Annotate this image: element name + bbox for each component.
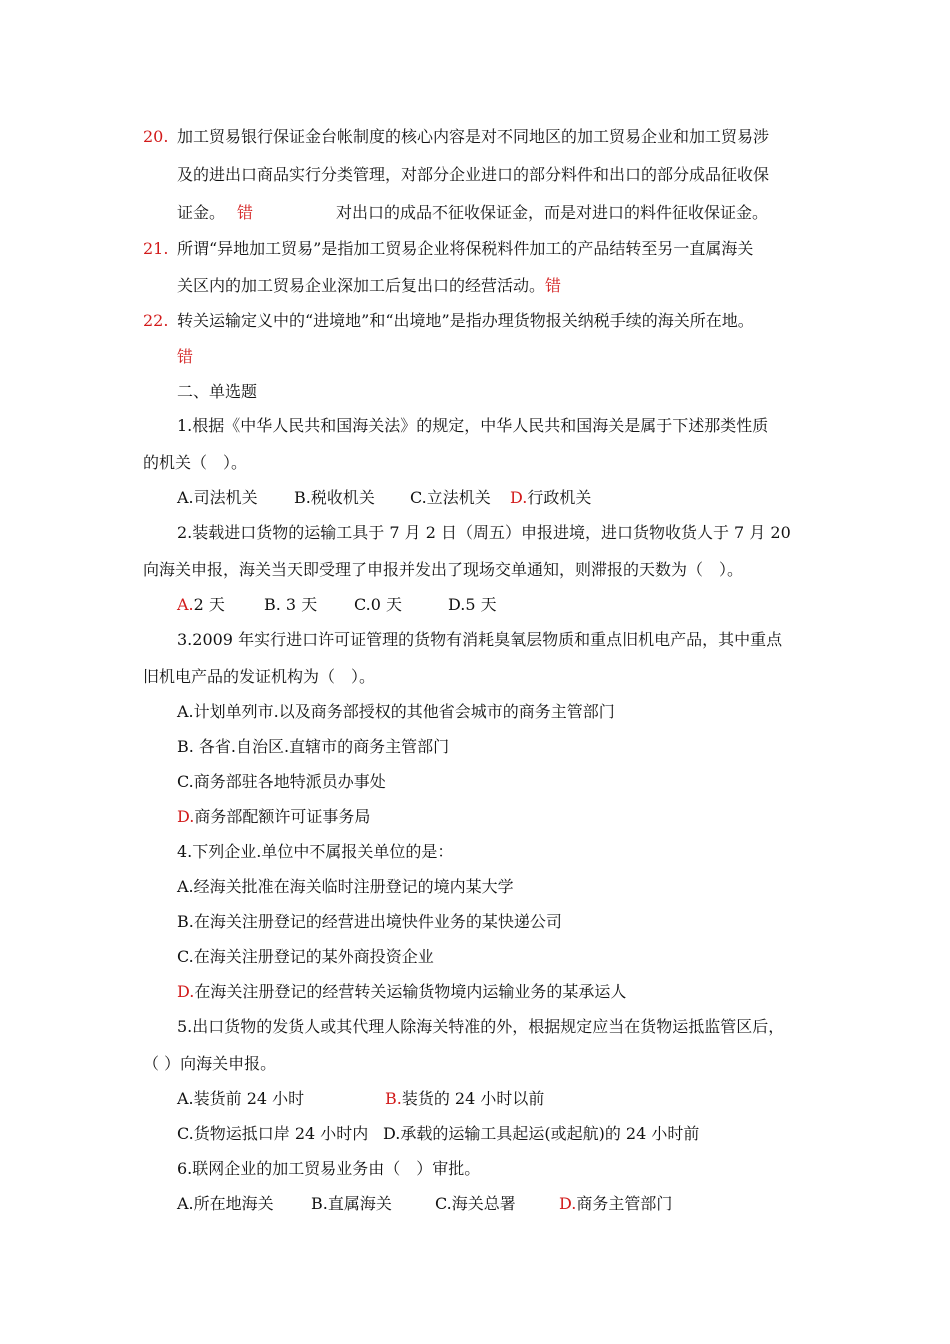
item-text-line: 加工贸易银行保证金台帐制度的核心内容是对不同地区的加工贸易企业和加工贸易涉 [177, 127, 770, 146]
item-text-line: 证金。 [177, 203, 226, 222]
option-d: D.承载的运输工具起运(或起航)的 24 小时前 [383, 1124, 700, 1143]
question-stem: 旧机电产品的发证机构为（ ）。 [143, 667, 376, 686]
option-text: 行政机关 [527, 488, 592, 507]
item-text-line: 所谓“异地加工贸易”是指加工贸易企业将保税料件加工的产品结转至另一直属海关 [177, 239, 754, 258]
option-a: A.计划单列市.以及商务部授权的其他省会城市的商务主管部门 [177, 702, 615, 721]
option-a [177, 595, 225, 615]
option-text: 装货的 24 小时以前 [401, 1089, 545, 1108]
item-number: 22. [143, 311, 169, 330]
option-c: C.0 天 [354, 595, 403, 614]
item-number: 20. [143, 127, 169, 146]
answer-mark: 错 [177, 347, 194, 366]
correct-letter: A. [177, 595, 194, 614]
option-b: B.在海关注册登记的经营进出境快件业务的某快递公司 [177, 912, 562, 931]
item-text-line: 及的进出口商品实行分类管理，对部分企业进口的部分料件和出口的部分成品征收保 [177, 165, 770, 184]
correct-letter: D. [177, 982, 195, 1001]
question-stem: 1.根据《中华人民共和国海关法》的规定，中华人民共和国海关是属于下述那类性质 [177, 416, 769, 435]
option-text: 2 天 [193, 595, 225, 614]
option-a: A.司法机关 [177, 488, 258, 507]
option-c: C.海关总署 [435, 1194, 516, 1213]
option-b [385, 1089, 544, 1109]
option-d [177, 807, 370, 827]
option-a: A.装货前 24 小时 [177, 1089, 305, 1108]
option-text: 商务主管部门 [576, 1194, 673, 1213]
option-c: C.商务部驻各地特派员办事处 [177, 772, 386, 791]
question-stem: 6.联网企业的加工贸易业务由（ ）审批。 [177, 1159, 481, 1178]
question-stem: 3.2009 年实行进口许可证管理的货物有消耗臭氧层物质和重点旧机电产品，其中重点 [177, 630, 783, 649]
item-text-line [177, 276, 561, 296]
option-a: A.所在地海关 [177, 1194, 274, 1213]
option-c: C.在海关注册登记的某外商投资企业 [177, 947, 434, 966]
correct-letter: D. [177, 807, 195, 826]
option-c: C.货物运抵口岸 24 小时内 [177, 1124, 369, 1143]
option-d [510, 488, 591, 508]
question-stem: 向海关申报，海关当天即受理了申报并发出了现场交单通知，则滞报的天数为（ ）。 [143, 560, 744, 579]
correct-letter: B. [385, 1089, 402, 1108]
question-stem: 5.出口货物的发货人或其代理人除海关特准的外，根据规定应当在货物运抵监管区后， [177, 1017, 785, 1036]
item-text-line: 转关运输定义中的“进境地”和“出境地”是指办理货物报关纳税手续的海关所在地。 [177, 311, 754, 330]
question-stem: （ ）向海关申报。 [143, 1054, 277, 1073]
option-text: 商务部配额许可证事务局 [194, 807, 371, 826]
answer-mark: 错 [237, 203, 254, 222]
option-c: C.立法机关 [410, 488, 491, 507]
option-b: B. 各省.自治区.直辖市的商务主管部门 [177, 737, 450, 756]
question-stem: 2.装载进口货物的运输工具于 7 月 2 日（周五）申报进境，进口货物收货人于 7 月 20 [177, 523, 791, 542]
option-d [177, 982, 626, 1002]
answer-note: 对出口的成品不征收保证金，而是对进口的料件征收保证金。 [336, 203, 769, 222]
option-text: 在海关注册登记的经营转关运输货物境内运输业务的某承运人 [194, 982, 627, 1001]
option-d: D.5 天 [448, 595, 497, 614]
correct-letter: D. [510, 488, 528, 507]
item-number: 21. [143, 239, 169, 258]
question-stem: 4.下列企业.单位中不属报关单位的是： [177, 842, 454, 861]
option-b: B.直属海关 [311, 1194, 392, 1213]
answer-mark: 错 [545, 276, 562, 295]
option-a: A.经海关批准在海关临时注册登记的境内某大学 [177, 877, 514, 896]
option-b: B. 3 天 [264, 595, 318, 614]
option-b: B.税收机关 [294, 488, 375, 507]
item-text: 关区内的加工贸易企业深加工后复出口的经营活动。 [177, 276, 546, 295]
section-title: 二、单选题 [177, 382, 258, 401]
option-d [559, 1194, 672, 1214]
question-stem: 的机关（ ）。 [143, 453, 248, 472]
correct-letter: D. [559, 1194, 577, 1213]
